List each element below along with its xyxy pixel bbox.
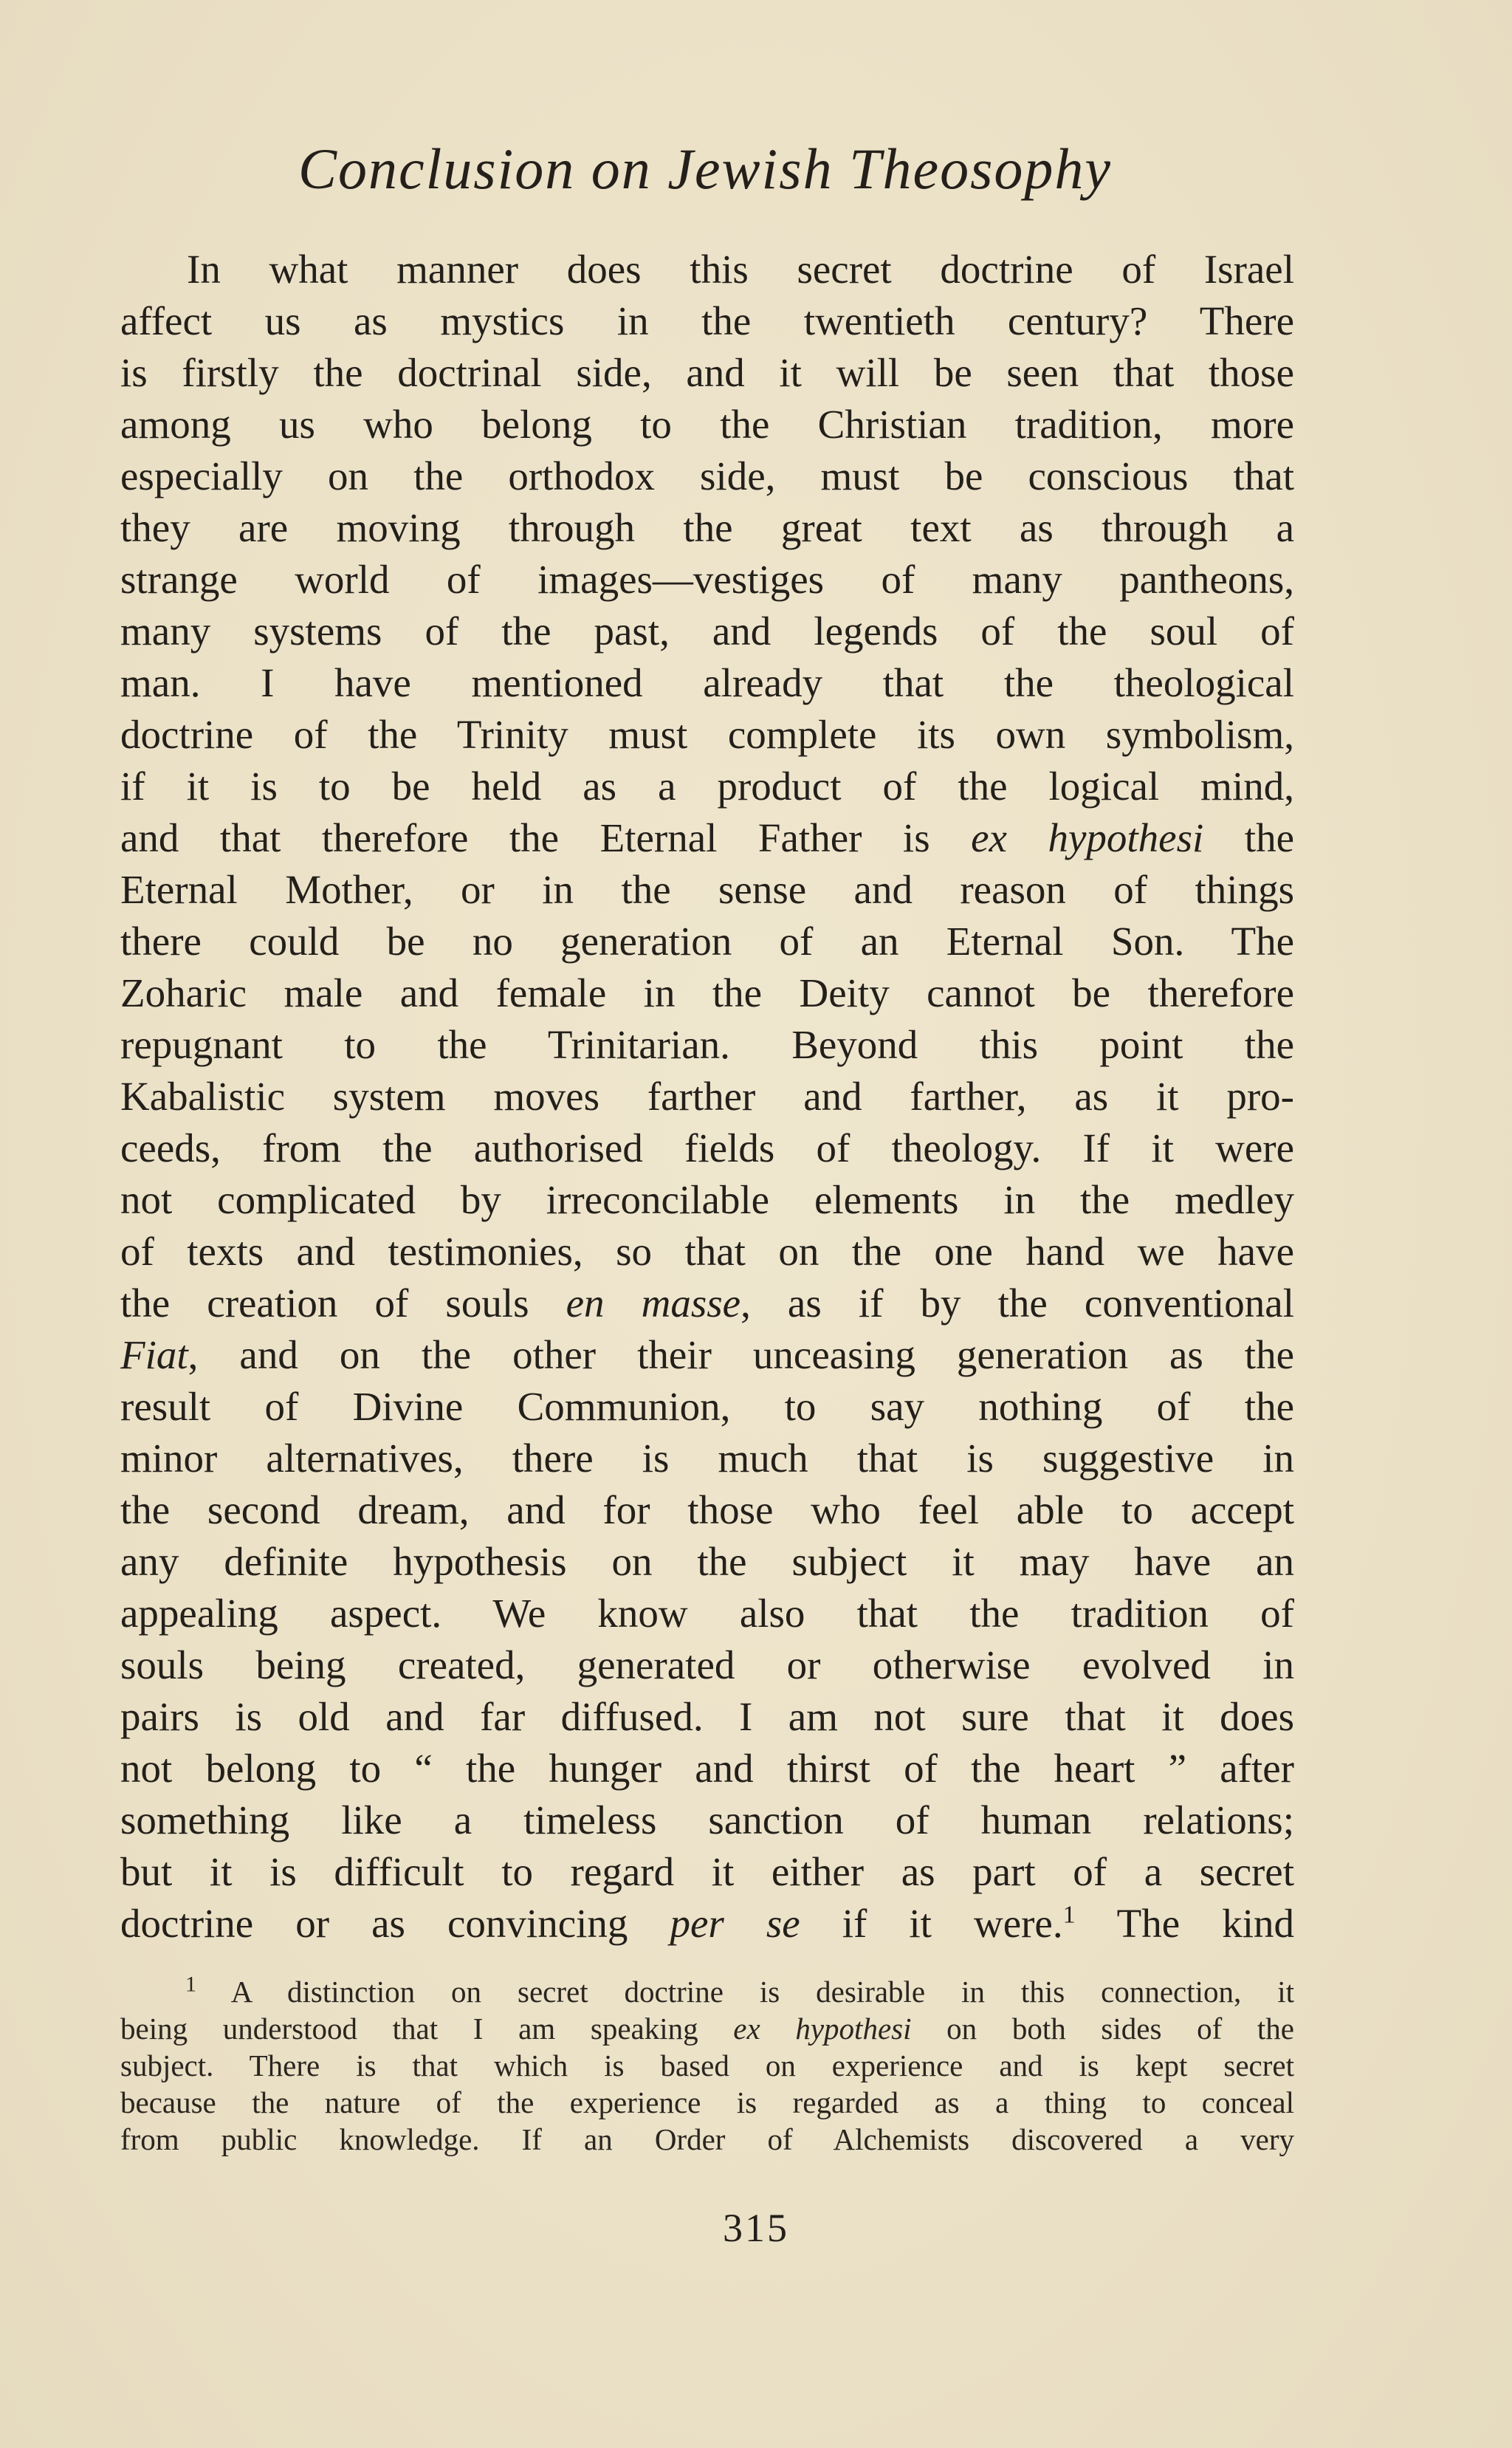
- body-text-line: [120, 709, 1294, 761]
- body-text-line: [120, 1794, 1294, 1846]
- line-text: they are moving through the great text as through a: [120, 505, 1294, 550]
- footnote-line: [120, 2047, 1294, 2084]
- footnote-line: [120, 2121, 1294, 2158]
- italic-text: per se: [670, 1901, 800, 1946]
- line-text: on both sides of the: [911, 2012, 1294, 2046]
- line-text: but it is difficult to regard it either as part of a secret: [120, 1849, 1294, 1894]
- italic-text: ex hypothesi: [971, 815, 1204, 860]
- running-head: Conclusion on Jewish Theosophy: [298, 137, 1113, 201]
- body-text-line: [120, 1329, 1294, 1381]
- body-text-line: [120, 1536, 1294, 1588]
- body-text-line: [120, 864, 1294, 916]
- line-text: strange world of images—vestiges of many pantheons,: [120, 557, 1294, 602]
- body-text-line: [120, 502, 1294, 554]
- body-text-line: [120, 244, 1294, 295]
- line-text: is firstly the doctrinal side, and it will be seen that those: [120, 350, 1294, 395]
- body-text-line: [120, 606, 1294, 657]
- body-text-line: [120, 450, 1294, 502]
- line-text: if it were.: [800, 1901, 1063, 1946]
- line-text: not complicated by irreconcilable elements in the medley: [120, 1177, 1294, 1222]
- body-text-line: [120, 399, 1294, 450]
- line-text: affect us as mystics in the twentieth century? There: [120, 298, 1294, 343]
- body-text-line: [120, 1071, 1294, 1122]
- line-text: doctrine or as convincing: [120, 1901, 670, 1946]
- body-text-line: [120, 1433, 1294, 1484]
- body-text-line: [120, 657, 1294, 709]
- footnotes: [120, 1973, 1294, 2158]
- body-text-line: [120, 1122, 1294, 1174]
- line-text: souls being created, generated or otherwise evolved in: [120, 1642, 1294, 1687]
- line-text: man. I have mentioned already that the theological: [120, 660, 1294, 705]
- body-text-line: [120, 1846, 1294, 1898]
- body-text: [120, 244, 1294, 1950]
- line-text: not belong to “ the hunger and thirst of the heart ” after: [120, 1746, 1294, 1791]
- line-text: Kabalistic system moves farther and farther, as it pro-: [120, 1074, 1294, 1119]
- line-text: , as if by the conventional: [740, 1280, 1294, 1326]
- line-text: The kind: [1075, 1901, 1294, 1946]
- line-text: from public knowledge. If an Order of Alchemists discovered a very: [120, 2122, 1294, 2156]
- footnote-line: [120, 1973, 1294, 2010]
- line-text: appealing aspect. We know also that the tradition of: [120, 1591, 1294, 1636]
- footnote-marker: 1: [185, 1973, 196, 1997]
- body-text-line: [120, 1381, 1294, 1433]
- line-text: among us who belong to the Christian tradition, more: [120, 402, 1294, 447]
- body-text-line: [120, 1278, 1294, 1329]
- line-text: many systems of the past, and legends of the soul of: [120, 608, 1294, 654]
- line-text: there could be no generation of an Eternal Son. The: [120, 919, 1294, 964]
- line-text: of texts and testimonies, so that on the one hand we have: [120, 1229, 1294, 1274]
- line-text: In what manner does this secret doctrine of Israel: [187, 247, 1294, 292]
- body-text-line: [120, 916, 1294, 967]
- line-text: if it is to be held as a product of the logical mind,: [120, 764, 1294, 809]
- body-text-line: [120, 1639, 1294, 1691]
- line-text: any definite hypothesis on the subject it may have an: [120, 1539, 1294, 1584]
- body-text-line: [120, 347, 1294, 399]
- line-text: result of Divine Communion, to say nothing of the: [120, 1384, 1294, 1429]
- line-text: something like a timeless sanction of human relations;: [120, 1797, 1294, 1842]
- body-text-line: [120, 295, 1294, 347]
- line-text: the second dream, and for those who feel able to accept: [120, 1487, 1294, 1532]
- line-text: the creation of souls: [120, 1280, 566, 1326]
- line-text: pairs is old and far diffused. I am not sure that it does: [120, 1694, 1294, 1739]
- italic-text: en masse: [566, 1280, 741, 1326]
- footnote-marker: 1: [1062, 1901, 1076, 1929]
- body-text-line: [120, 1174, 1294, 1226]
- italic-text: Fiat: [120, 1332, 188, 1377]
- body-text-line: [120, 1484, 1294, 1536]
- line-text: A distinction on secret doctrine is desirable in this connection, it: [196, 1975, 1294, 2009]
- line-text: being understood that I am speaking: [120, 2012, 734, 2046]
- line-text: the: [1203, 815, 1294, 860]
- body-text-line: [120, 1691, 1294, 1743]
- line-text: because the nature of the experience is regarded as a thing to conceal: [120, 2085, 1294, 2119]
- line-text: , and on the other their unceasing generation as the: [188, 1332, 1294, 1377]
- body-text-line: [120, 812, 1294, 864]
- line-text: especially on the orthodox side, must be conscious that: [120, 453, 1294, 498]
- line-text: ceeds, from the authorised fields of theology. If it were: [120, 1125, 1294, 1170]
- body-text-line: [120, 1226, 1294, 1278]
- body-text-line: [120, 967, 1294, 1019]
- body-text-line: [120, 1019, 1294, 1071]
- line-text: repugnant to the Trinitarian. Beyond this point the: [120, 1022, 1294, 1067]
- line-text: subject. There is that which is based on experience and is kept secret: [120, 2048, 1294, 2082]
- line-text: Eternal Mother, or in the sense and reason of things: [120, 867, 1294, 912]
- body-text-line: [120, 1588, 1294, 1639]
- line-text: Zoharic male and female in the Deity cannot be therefore: [120, 970, 1294, 1015]
- footnote-line: [120, 2010, 1294, 2047]
- line-text: and that therefore the Eternal Father is: [120, 815, 972, 860]
- body-text-line: [120, 1898, 1294, 1950]
- body-text-line: [120, 1743, 1294, 1794]
- body-text-line: [120, 761, 1294, 812]
- line-text: doctrine of the Trinity must complete its own symbolism,: [120, 712, 1294, 757]
- footnote-line: [120, 2084, 1294, 2121]
- line-text: minor alternatives, there is much that is suggestive in: [120, 1436, 1294, 1481]
- italic-text: ex hypothesi: [733, 2012, 912, 2046]
- body-text-line: [120, 554, 1294, 606]
- page-number: 315: [723, 2206, 789, 2250]
